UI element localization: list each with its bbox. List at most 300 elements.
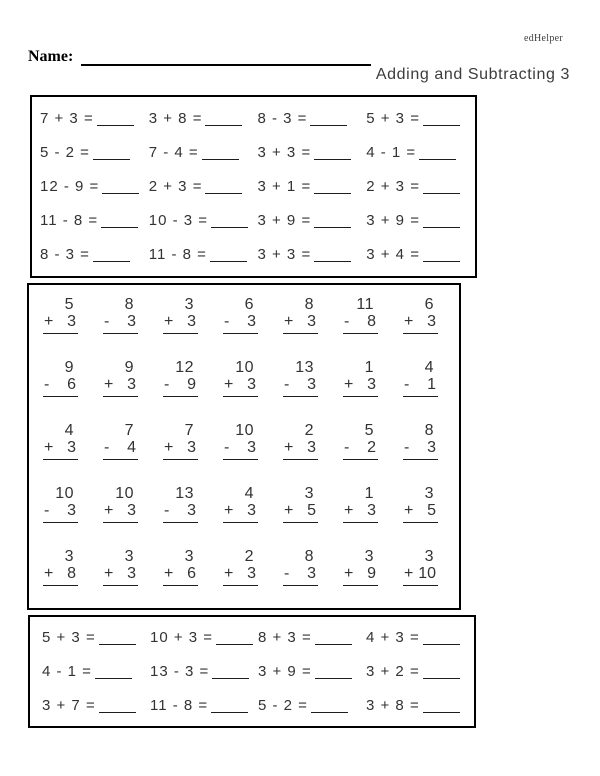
answer-blank [99,640,136,645]
vertical-problem-block [223,422,258,460]
vertical-problem-block [223,485,258,523]
bottom-number: 3 [67,313,76,330]
bottom-row-with-answer-line [343,565,378,586]
problem-expression: 7 + 3 = [40,109,94,127]
problem-expression: 3 + 1 = [257,178,312,195]
horizontal-problem [258,212,367,229]
answer-blank [211,708,248,713]
vertical-problem-block [103,359,138,397]
problem-row [33,289,453,352]
operator-sign: - [224,439,230,456]
top-number: 8 [304,548,314,565]
horizontal-problems-bottom-section [28,615,476,728]
horizontal-problem [366,629,474,646]
operator-sign: + [44,439,54,456]
problem-expression: 2 + 3 = [366,178,420,195]
problem-expression: 5 + 3 = [42,629,96,647]
bottom-number: 9 [367,565,376,582]
bottom-number: 8 [67,565,76,582]
top-number: 13 [175,485,194,502]
operator-sign: + [164,565,174,582]
horizontal-problem [258,144,367,161]
problem-expression: 3 + 8 = [148,109,203,127]
vertical-problem [153,541,213,604]
vertical-problem [33,541,93,604]
horizontal-problem [366,110,475,127]
top-number: 3 [124,548,134,565]
answer-blank [423,121,460,126]
bottom-row-with-answer-line [163,376,198,397]
horizontal-problem [366,246,475,263]
vertical-problem-block [403,359,438,397]
top-number: 5 [364,422,374,439]
bottom-row-with-answer-line [403,313,438,334]
problem-expression: 7 - 4 = [148,143,199,161]
horizontal-problem [150,629,258,646]
operator-sign: - [164,502,170,519]
bottom-number: 6 [67,376,76,393]
operator-sign: + [284,439,294,456]
answer-blank [95,674,132,679]
top-number: 12 [175,359,194,376]
top-number: 13 [295,359,314,376]
problem-row [42,655,474,689]
top-number: 9 [124,359,134,376]
vertical-problem [33,289,93,352]
bottom-row-with-answer-line [283,313,318,334]
problem-expression: 11 - 8 = [150,696,209,714]
vertical-problem-block [43,422,78,460]
answer-blank [314,257,351,262]
answer-blank [314,155,351,160]
answer-blank [311,708,348,713]
top-number: 9 [64,359,74,376]
vertical-problem [33,478,93,541]
vertical-problem-block [43,485,78,523]
operator-sign: + [224,565,234,582]
bottom-number: 3 [247,565,256,582]
problem-row [40,204,475,238]
top-number: 10 [235,359,254,376]
horizontal-problem [366,663,474,680]
bottom-number: 9 [187,376,196,393]
bottom-row-with-answer-line [103,439,138,460]
problem-row [33,478,453,541]
vertical-problem-block [163,422,198,460]
bottom-number: 5 [307,502,316,519]
problem-expression: 3 + 3 = [257,143,312,161]
horizontal-problem [40,246,149,263]
bottom-number: 3 [247,502,256,519]
bottom-row-with-answer-line [103,313,138,334]
vertical-problem-block [343,359,378,397]
operator-sign: - [104,313,110,330]
vertical-problem-block [343,485,378,523]
bottom-row-with-answer-line [403,376,438,397]
vertical-problem-block [223,359,258,397]
vertical-problem-block [103,548,138,586]
top-number: 2 [244,548,254,565]
bottom-number: 3 [307,313,316,330]
vertical-problem-block [163,359,198,397]
bottom-number: 3 [427,439,436,456]
horizontal-problem [149,110,258,127]
bottom-row-with-answer-line [343,313,378,334]
bottom-row-with-answer-line [43,565,78,586]
operator-sign: + [104,565,114,582]
horizontal-problem [258,246,367,263]
horizontal-problem [150,663,258,680]
problem-expression: 5 + 3 = [366,109,420,127]
name-blank-line [81,50,371,66]
horizontal-problem [366,697,474,714]
bottom-number: 3 [427,313,436,330]
bottom-row-with-answer-line [43,502,78,523]
problem-expression: 10 - 3 = [148,212,209,230]
horizontal-problem [40,110,149,127]
answer-blank [423,257,460,262]
vertical-problem-block [103,485,138,523]
vertical-problem [93,352,153,415]
bottom-row-with-answer-line [283,376,318,397]
name-row [28,48,371,66]
horizontal-problem [366,178,475,195]
problem-expression: 3 + 9 = [257,212,312,230]
bottom-row-with-answer-line [43,313,78,334]
vertical-problem [273,541,333,604]
bottom-number: 1 [427,376,436,393]
vertical-problem-block [283,422,318,460]
vertical-problem [153,289,213,352]
bottom-number: 3 [127,313,136,330]
vertical-problem [333,478,393,541]
problem-expression: 4 - 1 = [42,663,92,680]
top-number: 10 [235,422,254,439]
vertical-problem-block [343,548,378,586]
vertical-problem-block [403,485,438,523]
horizontal-problem [149,144,258,161]
vertical-problem [213,478,273,541]
bottom-row-with-answer-line [223,439,258,460]
vertical-problem-block [283,296,318,334]
bottom-number: 8 [367,313,376,330]
top-number: 10 [55,485,74,502]
problem-expression: 3 + 3 = [257,246,312,264]
bottom-row-with-answer-line [283,565,318,586]
vertical-problem [333,415,393,478]
problem-row [33,541,453,604]
problem-expression: 12 - 9 = [40,178,100,195]
top-number: 11 [356,296,374,313]
vertical-problem [393,478,453,541]
top-number: 7 [184,422,194,439]
problem-expression: 3 + 4 = [366,246,420,264]
bottom-row-with-answer-line [343,439,378,460]
operator-sign: + [224,376,234,393]
answer-blank [102,189,139,194]
bottom-number: 6 [187,565,196,582]
vertical-problem [393,541,453,604]
horizontal-problem [258,629,366,646]
bottom-number: 10 [418,565,436,582]
bottom-number: 3 [187,439,196,456]
bottom-row-with-answer-line [223,502,258,523]
top-number: 3 [184,548,194,565]
top-number: 3 [364,548,374,565]
top-number: 1 [364,359,374,376]
problem-expression: 8 + 3 = [258,629,312,647]
vertical-problem-block [403,548,438,586]
horizontal-problem [150,697,258,714]
bottom-row-with-answer-line [163,565,198,586]
answer-blank [93,155,130,160]
problem-row [42,688,474,722]
bottom-row-with-answer-line [43,376,78,397]
vertical-problem [93,541,153,604]
bottom-row-with-answer-line [43,439,78,460]
operator-sign: - [104,439,110,456]
vertical-problem [213,289,273,352]
horizontal-problem [149,212,258,229]
vertical-problem [213,541,273,604]
vertical-problem-block [223,296,258,334]
vertical-problem-block [163,485,198,523]
top-number: 6 [424,296,434,313]
horizontal-problem [40,144,149,161]
top-number: 4 [424,359,434,376]
horizontal-problems-top-section [30,95,477,278]
answer-blank [423,189,460,194]
top-number: 1 [364,485,374,502]
bottom-number: 3 [307,439,316,456]
vertical-problem [93,415,153,478]
vertical-problem-block [43,359,78,397]
horizontal-problem [258,663,366,680]
answer-blank [93,257,130,262]
vertical-problem-block [403,296,438,334]
problem-row [33,415,453,478]
operator-sign: + [104,502,114,519]
answer-blank [423,223,460,228]
top-number: 4 [64,422,74,439]
bottom-row-with-answer-line [283,439,318,460]
answer-blank [419,155,456,160]
operator-sign: + [344,376,354,393]
answer-blank [99,708,136,713]
operator-sign: + [44,313,54,330]
operator-sign: + [344,565,354,582]
vertical-problem [273,478,333,541]
problem-expression: 8 - 3 = [257,109,308,127]
top-number: 8 [424,422,434,439]
top-number: 3 [64,548,74,565]
brand-text: edHelper [523,33,563,44]
answer-blank [97,121,134,126]
vertical-problem [213,415,273,478]
vertical-problem [153,415,213,478]
vertical-problem-block [343,422,378,460]
problem-expression: 11 - 8 = [148,246,207,264]
top-number: 3 [184,296,194,313]
problem-expression: 3 + 2 = [366,663,420,680]
bottom-number: 3 [307,565,316,582]
problem-row [40,238,475,272]
problem-row [33,352,453,415]
problem-expression: 3 + 9 = [258,663,312,680]
horizontal-problem [40,212,149,229]
vertical-problem [93,289,153,352]
vertical-problem-block [103,422,138,460]
bottom-number: 3 [247,376,256,393]
bottom-number: 3 [187,502,196,519]
top-number: 5 [64,296,74,313]
vertical-problem-block [283,548,318,586]
vertical-problem [273,415,333,478]
horizontal-problem [258,178,367,195]
operator-sign: + [164,439,174,456]
operator-sign: + [404,313,414,330]
vertical-problem [393,415,453,478]
bottom-row-with-answer-line [163,439,198,460]
bottom-row-with-answer-line [403,502,438,523]
horizontal-problem [42,629,150,646]
bottom-row-with-answer-line [403,565,438,586]
bottom-number: 4 [127,439,136,456]
bottom-row-with-answer-line [223,376,258,397]
problem-expression: 11 - 8 = [40,212,99,230]
top-number: 10 [115,485,134,502]
horizontal-problem [366,212,475,229]
horizontal-problem [42,697,150,714]
answer-blank [314,223,351,228]
horizontal-problem [258,697,366,714]
horizontal-problem [40,178,149,195]
bottom-row-with-answer-line [283,502,318,523]
operator-sign: + [284,502,294,519]
problem-expression: 4 + 3 = [366,629,420,647]
answer-blank [216,640,253,645]
answer-blank [314,189,351,194]
operator-sign: - [44,376,50,393]
operator-sign: + [404,502,414,519]
bottom-number: 3 [127,502,136,519]
bottom-row-with-answer-line [163,313,198,334]
vertical-problem [273,289,333,352]
vertical-problem [93,478,153,541]
problem-row [40,169,475,203]
bottom-number: 3 [367,376,376,393]
operator-sign: + [284,313,294,330]
top-number: 3 [304,485,314,502]
problem-row [42,621,474,655]
operator-sign: + [44,565,54,582]
horizontal-problem [149,246,258,263]
bottom-number: 3 [307,376,316,393]
operator-sign: - [404,376,410,393]
answer-blank [315,640,352,645]
operator-sign: + [224,502,234,519]
bottom-number: 3 [127,565,136,582]
vertical-problem-block [403,422,438,460]
horizontal-problem [42,663,150,680]
problem-expression: 10 + 3 = [150,629,214,647]
problem-expression: 13 - 3 = [150,663,210,680]
problem-expression: 2 + 3 = [148,178,203,195]
vertical-problems-section [27,283,461,610]
operator-sign: + [344,502,354,519]
top-number: 3 [424,548,434,565]
vertical-problem-block [223,548,258,586]
vertical-problem-block [43,548,78,586]
horizontal-problem [366,144,475,161]
answer-blank [202,155,239,160]
bottom-number: 3 [127,376,136,393]
bottom-row-with-answer-line [103,376,138,397]
top-number: 2 [304,422,314,439]
bottom-row-with-answer-line [343,376,378,397]
vertical-problem [33,352,93,415]
vertical-problem-block [103,296,138,334]
answer-blank [210,257,247,262]
vertical-problem [333,352,393,415]
top-number: 3 [424,485,434,502]
answer-blank [205,121,242,126]
bottom-number: 3 [247,439,256,456]
answer-blank [423,640,460,645]
answer-blank [212,674,249,679]
bottom-number: 5 [427,502,436,519]
operator-sign: - [164,376,170,393]
bottom-number: 3 [367,502,376,519]
problem-expression: 3 + 9 = [366,212,420,230]
bottom-row-with-answer-line [223,313,258,334]
bottom-number: 2 [367,439,376,456]
problem-expression: 5 - 2 = [40,143,90,161]
vertical-problem [273,352,333,415]
bottom-row-with-answer-line [163,502,198,523]
bottom-row-with-answer-line [103,565,138,586]
answer-blank [423,708,460,713]
vertical-problem [153,478,213,541]
answer-blank [101,223,138,228]
operator-sign: - [224,313,230,330]
bottom-number: 3 [67,439,76,456]
operator-sign: - [284,376,290,393]
vertical-problem [153,352,213,415]
horizontal-problem [149,178,258,195]
top-number: 6 [244,296,254,313]
top-number: 7 [124,422,134,439]
operator-sign: - [344,439,350,456]
top-number: 8 [304,296,314,313]
vertical-problem [333,541,393,604]
operator-sign: - [344,313,350,330]
answer-blank [205,189,242,194]
bottom-row-with-answer-line [343,502,378,523]
worksheet-title: Adding and Subtracting 3 [375,66,570,83]
problem-expression: 3 + 8 = [366,696,420,714]
bottom-row-with-answer-line [103,502,138,523]
operator-sign: - [284,565,290,582]
operator-sign: - [44,502,50,519]
vertical-problem [33,415,93,478]
bottom-row-with-answer-line [403,439,438,460]
vertical-problem-block [163,548,198,586]
vertical-problem-block [283,485,318,523]
problem-expression: 5 - 2 = [258,696,308,714]
vertical-problem-block [283,359,318,397]
name-label: Name: [28,48,74,65]
